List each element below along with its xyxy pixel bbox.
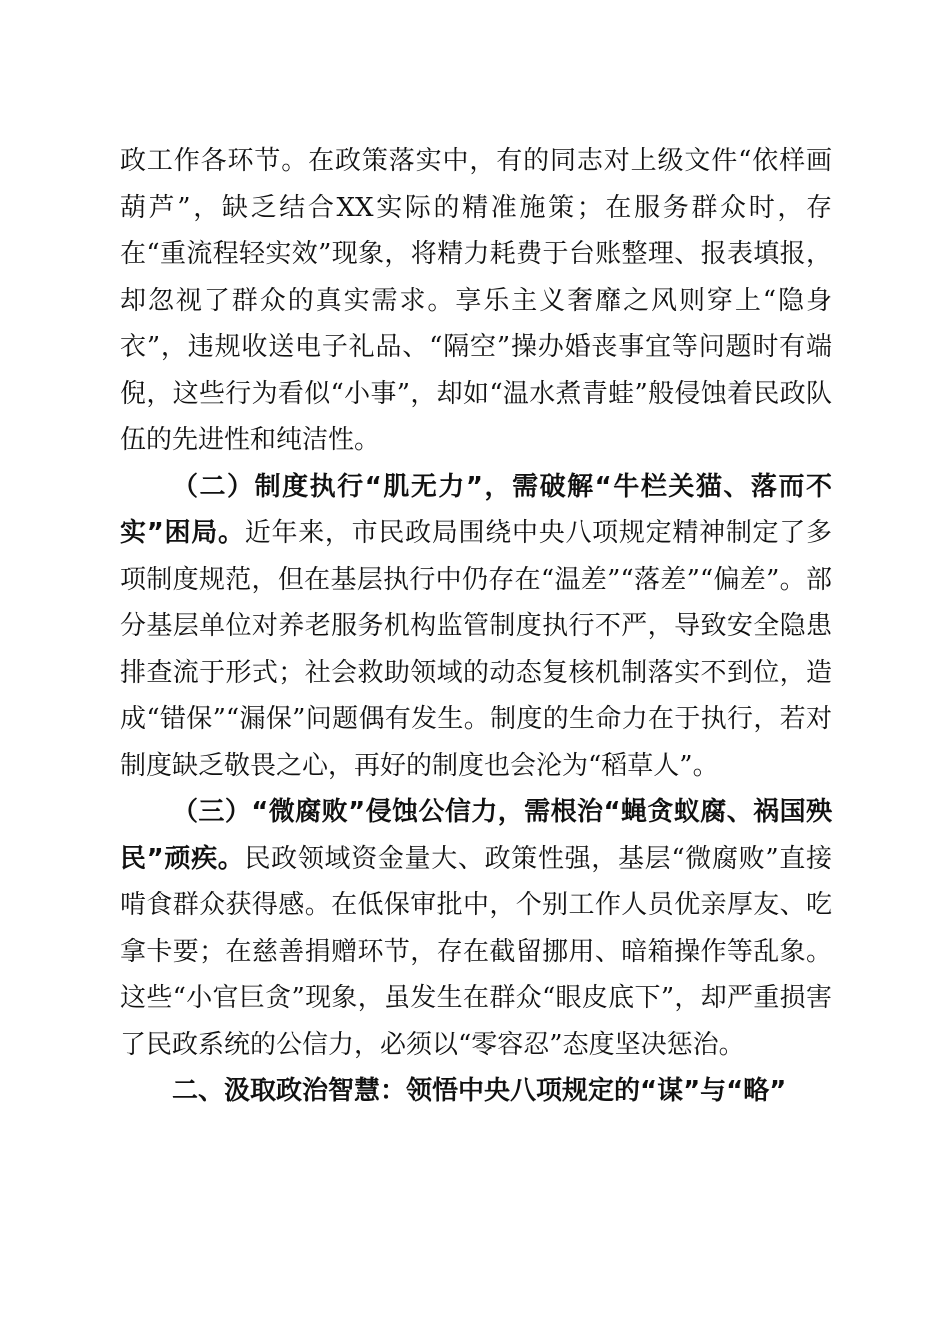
- section-2-body: 近年来，市民政局围绕中央八项规定精神制定了多项制度规范，但在基层执行中仍存在“温差”“落差”“偏差”。部分基层单位对养老服务机构监管制度执行不严，导致安全隐患排查流于形式；社会救助领域的动态复核机制落实不到位，造成“错保”“漏保”问题偶有发生。制度的生命力在于执行，若对制度缺乏敬畏之心，再好的制度也会沦为“稻草人”。: [120, 518, 832, 781]
- section-2-title: （二）制度执行“肌无力”，需破解“牛栏关猫、落而不实”困局。: [120, 471, 832, 548]
- paragraph-1-text: 政工作各环节。在政策落实中，有的同志对上级文件“依样画葫芦”，缺乏结合XX实际的精准施策；在服务群众时，存在“重流程轻实效”现象，将精力耗费于台账整理、报表填报，却忽视了群众的真实需求。享乐主义奢靡之风则穿上“隐身衣”，违规收送电子礼品、“隔空”操办婚丧事宜等问题时有端倪，这些行为看似“小事”，却如“温水煮青蛙”般侵蚀着民政队伍的先进性和纯洁性。: [120, 146, 832, 455]
- section-2-paragraph: [120, 464, 832, 790]
- heading-2: 二、汲取政治智慧：领悟中央八项规定的“谋”与“略”: [172, 1076, 787, 1106]
- section-3-body: 民政领域资金量大、政策性强，基层“微腐败”直接啃食群众获得感。在低保审批中，个别工作人员优亲厚友、吃拿卡要；在慈善捐赠环节，存在截留挪用、暗箱操作等乱象。这些“小官巨贪”现象，虽发生在群众“眼皮底下”，却严重损害了民政系统的公信力，必须以“零容忍”态度坚决惩治。: [120, 843, 832, 1060]
- document-body: [120, 138, 832, 1115]
- section-3-paragraph: [120, 789, 832, 1068]
- section-3-title: （三）“微腐败”侵蚀公信力，需根治“蝇贪蚁腐、祸国殃民”顽疾。: [120, 797, 832, 874]
- paragraph-continued: [120, 138, 832, 464]
